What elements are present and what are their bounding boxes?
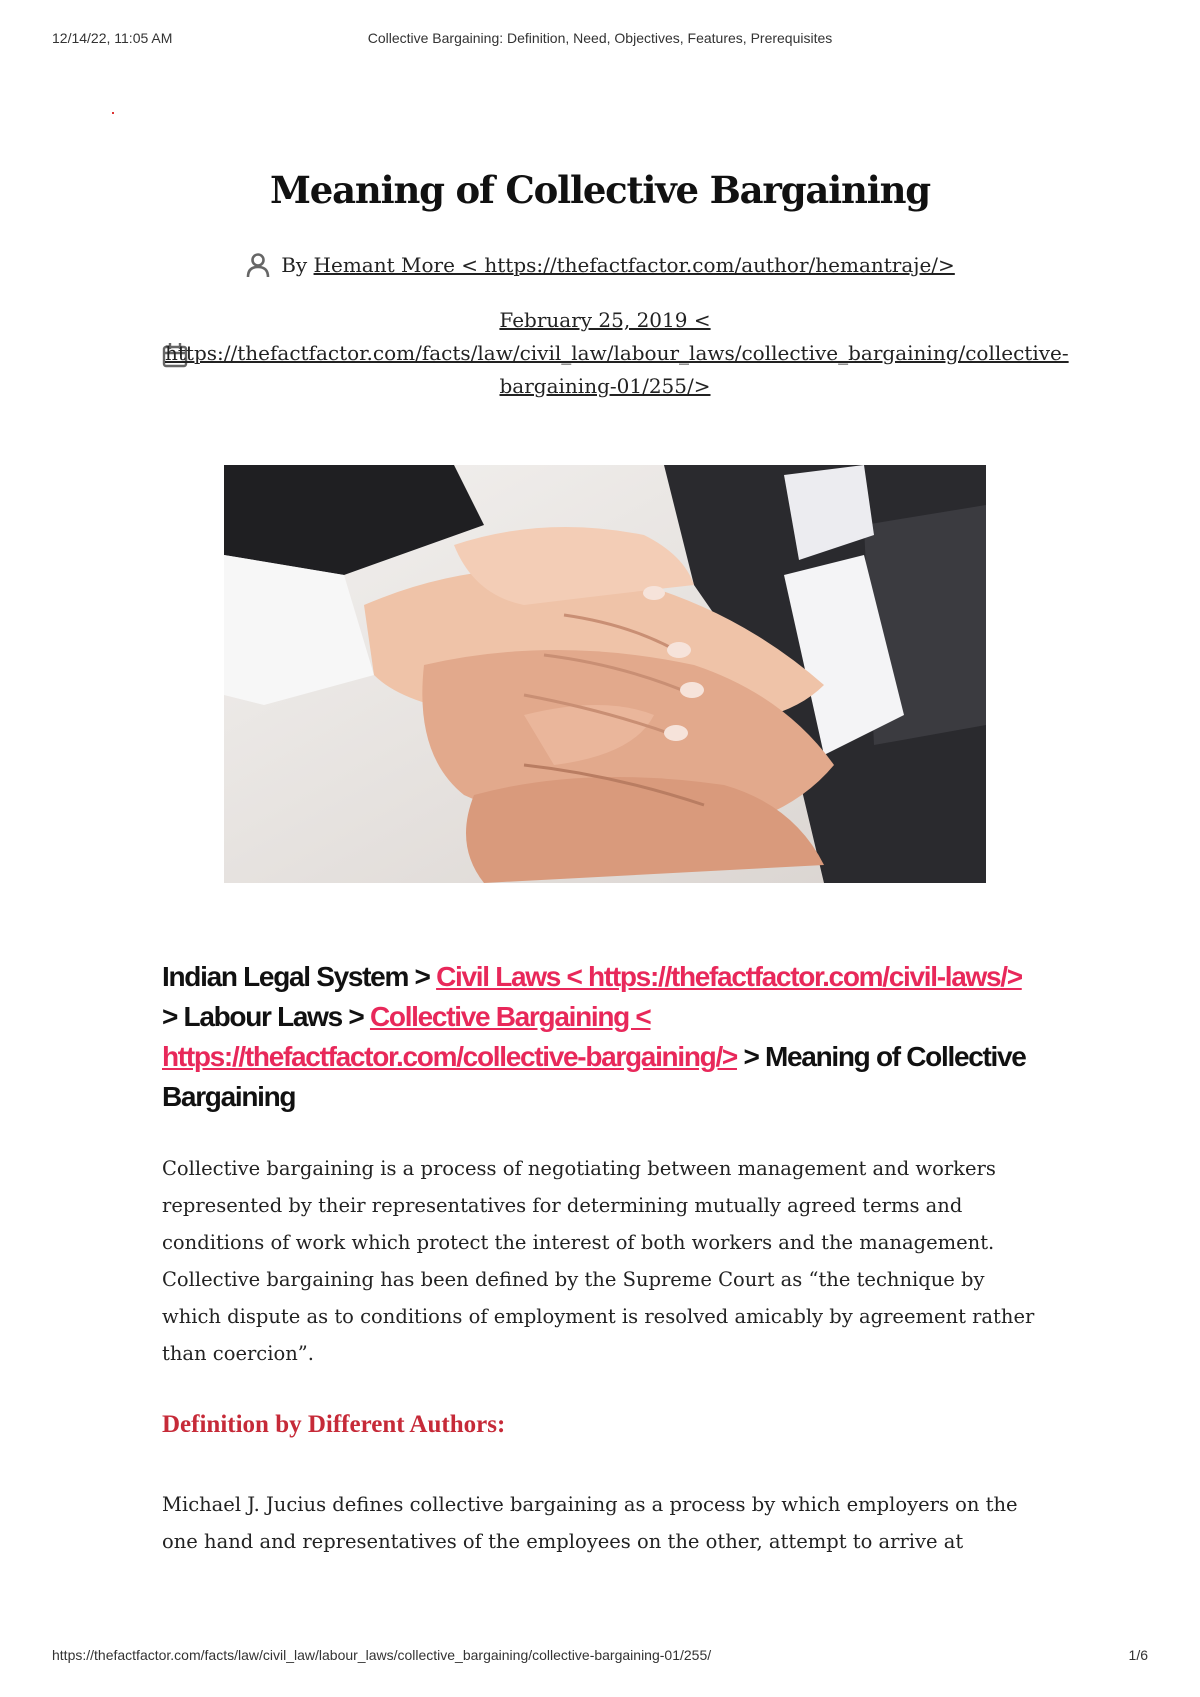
breadcrumb-separator: > — [162, 1001, 178, 1032]
breadcrumb — [162, 957, 1042, 1117]
article-title: Meaning of Collective Bargaining — [270, 168, 930, 212]
print-page-number: 1/6 — [1128, 1647, 1148, 1663]
definition-paragraph: Michael J. Jucius defines collective bargaining as a process by which employers on the one hand and representatives of the employees on the other, attempt to arrive at — [162, 1493, 1018, 1553]
user-icon — [245, 252, 271, 283]
print-footer-url: https://thefactfactor.com/facts/law/civil_law/labour_laws/collective_bargaining/collective-bargaining-01/255/ — [52, 1647, 712, 1663]
intro-paragraph: Collective bargaining is a process of negotiating between management and workers represented by their representatives for determining mutually agreed terms and conditions of work which protect the interest of both workers and the management. Collective bargaining has been defined by the Supreme Court as “the technique by which dispute as to conditions of employment is resolved amicably by agreement rather than coercion”. — [162, 1157, 1035, 1365]
print-datetime: 12/14/22, 11:05 AM — [52, 30, 173, 46]
definitions-heading: Definition by Different Authors: — [162, 1411, 506, 1438]
date-link[interactable]: February 25, 2019 < https://thefactfactor.com/facts/law/civil_law/labour_laws/collective_bargaining/collective-bargaining-01/255/> — [165, 308, 1069, 398]
print-page-title: Collective Bargaining: Definition, Need, Objectives, Features, Prerequisites — [367, 30, 833, 46]
author-link[interactable]: Hemant More < https://thefactfactor.com/author/hemantraje/> — [313, 253, 955, 277]
breadcrumb-separator: > — [348, 1001, 364, 1032]
byline — [0, 252, 1200, 283]
print-header — [52, 30, 1148, 50]
breadcrumb-current: Meaning of Collective Bargaining — [162, 1041, 1026, 1112]
breadcrumb-collective-bargaining-link[interactable]: Collective Bargaining < https://thefactfactor.com/collective-bargaining/> — [162, 1001, 737, 1072]
breadcrumb-separator: > — [414, 961, 430, 992]
breadcrumb-civil-laws-link[interactable]: Civil Laws < https://thefactfactor.com/civil-laws/> — [436, 961, 1022, 992]
byline-prefix: By — [281, 253, 308, 277]
breadcrumb-root: Indian Legal System — [162, 961, 409, 992]
hero-image — [224, 465, 986, 883]
print-footer — [52, 1647, 1148, 1667]
breadcrumb-separator: > — [743, 1041, 759, 1072]
dateline — [165, 304, 1069, 403]
breadcrumb-labour-laws: Labour Laws — [183, 1001, 342, 1032]
decorative-dot — [112, 112, 114, 114]
